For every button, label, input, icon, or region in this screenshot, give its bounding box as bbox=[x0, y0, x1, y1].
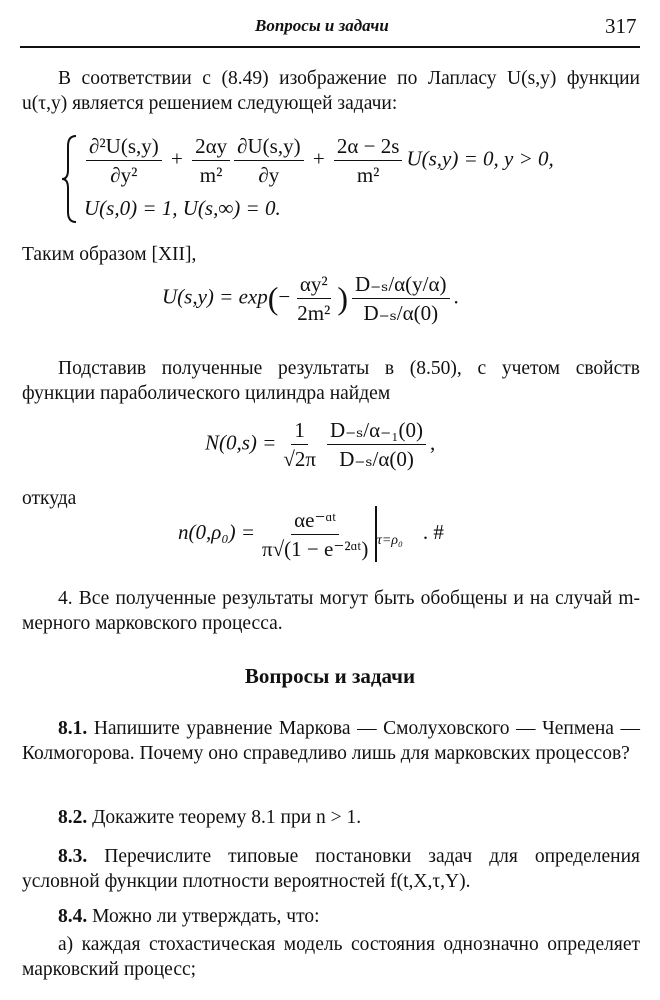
header-rule bbox=[20, 46, 640, 48]
equation-N: N(0,s) = $\frac{1}{√2\pi}$ $\frac{\text{D₋ₛ/α₋₁(0)}}{\text{D₋ₛ/α(0)}}$ , bbox=[205, 418, 436, 471]
system-brace bbox=[60, 134, 80, 224]
equation-n bbox=[178, 506, 444, 562]
eq-U-lhs: U(s,y) = exp bbox=[162, 284, 268, 309]
question-8-1 bbox=[22, 716, 640, 766]
question-8-4 bbox=[22, 904, 640, 929]
eq-n-lhs: n(0,ρ₀) = bbox=[178, 519, 256, 544]
eq-n-eval: τ=ρ₀ bbox=[376, 533, 403, 548]
intro-paragraph: В соответствии с (8.49) изображение по Лапласу U(s,y) функции u(τ,y) является решением следующей задачи: bbox=[22, 68, 640, 114]
eq-n-numerator: αe⁻ᵅᵗ bbox=[291, 508, 339, 535]
whence-paragraph: откуда bbox=[22, 488, 77, 509]
question-number: 8.2. bbox=[58, 807, 88, 828]
question-number: 8.1. bbox=[58, 718, 88, 739]
term4-numerator: 2α − 2s bbox=[334, 134, 403, 161]
term2-numerator: 2αy bbox=[192, 134, 230, 161]
eq-U-frac-denominator: D₋ₛ/α(0) bbox=[363, 301, 439, 325]
system-line-2: U(s,0) = 1, U(s,∞) = 0. bbox=[84, 196, 281, 220]
term1-numerator: ∂²U(s,y) bbox=[86, 134, 162, 161]
eq-U-exp-numerator: αy² bbox=[297, 272, 331, 299]
question-text: Докажите теорему 8.1 при n > 1. bbox=[92, 807, 362, 828]
eq-N-coef-denominator: √2π bbox=[283, 447, 316, 471]
question-8-3 bbox=[22, 844, 640, 894]
eq-U-frac-numerator: D₋ₛ/α(y/α) bbox=[352, 272, 450, 299]
question-8-4-item-a: а) каждая стохастическая модель состояния однозначно определяет марковский процесс; bbox=[22, 934, 640, 980]
question-text: Перечислите типовые постановки задач для определения условной функции плотности вероятностей f(t,X,τ,Y). bbox=[22, 846, 640, 892]
substitution-paragraph: Подставив полученные результаты в (8.50), с учетом свойств функции параболического цилиндра найдем bbox=[22, 358, 640, 404]
term3-denominator: ∂y bbox=[258, 163, 280, 187]
eq-N-coef-numerator: 1 bbox=[291, 418, 308, 445]
question-8-2 bbox=[22, 805, 640, 830]
system-line-1-tail: U(s,y) = 0, y > 0, bbox=[406, 146, 554, 171]
thus-paragraph: Таким образом [XII], bbox=[22, 244, 197, 265]
question-text: Напишите уравнение Маркова — Смолуховского — Чепмена — Колмогорова. Почему оно справедливо лишь для марковских процессов? bbox=[22, 718, 641, 764]
eq-U-exp-denominator: 2m² bbox=[297, 301, 331, 325]
term4-denominator: m² bbox=[356, 163, 380, 187]
question-text: Можно ли утверждать, что: bbox=[92, 906, 320, 927]
question-number: 8.3. bbox=[58, 846, 88, 867]
page-number: 317 bbox=[605, 14, 637, 38]
running-header-title: Вопросы и задачи bbox=[255, 16, 389, 35]
eq-N-lhs: N(0,s) = bbox=[205, 430, 277, 455]
point-4-paragraph: 4. Все полученные результаты могут быть обобщены и на случай m-мерного марковского процесса. bbox=[22, 588, 640, 634]
term2-denominator: m² bbox=[199, 163, 223, 187]
eq-N-denominator: D₋ₛ/α(0) bbox=[339, 447, 414, 471]
term1-denominator: ∂y² bbox=[110, 163, 138, 187]
eq-N-numerator: D₋ₛ/α₋₁(0) bbox=[327, 418, 426, 445]
eq-n-end: . # bbox=[422, 519, 444, 544]
system-line-1: $\frac{\text{∂²U(s,y)}}{\text{∂y²}}$ + $\frac{2\alpha y}{\text{m²}}$ $\frac{\partial U(s,y)}{\partial y}$ + $\frac{2\alpha - 2s}{\text{m²}}$ U(s,y) = 0, y > 0, bbox=[82, 134, 554, 187]
eq-n-denominator: π√(1 − e⁻²ᵅᵗ) bbox=[262, 536, 369, 561]
term3-numerator: ∂U(s,y) bbox=[234, 134, 303, 161]
question-number: 8.4. bbox=[58, 906, 88, 927]
equation-U: U(s,y) = exp(− $\frac{\text{αy²}}{\text{2m²}}$ ) $\frac{\text{D₋ₛ/α(y/α)}}{\text{D₋ₛ/α(0)}}$ . bbox=[162, 272, 459, 325]
section-title: Вопросы и задачи bbox=[244, 664, 416, 688]
